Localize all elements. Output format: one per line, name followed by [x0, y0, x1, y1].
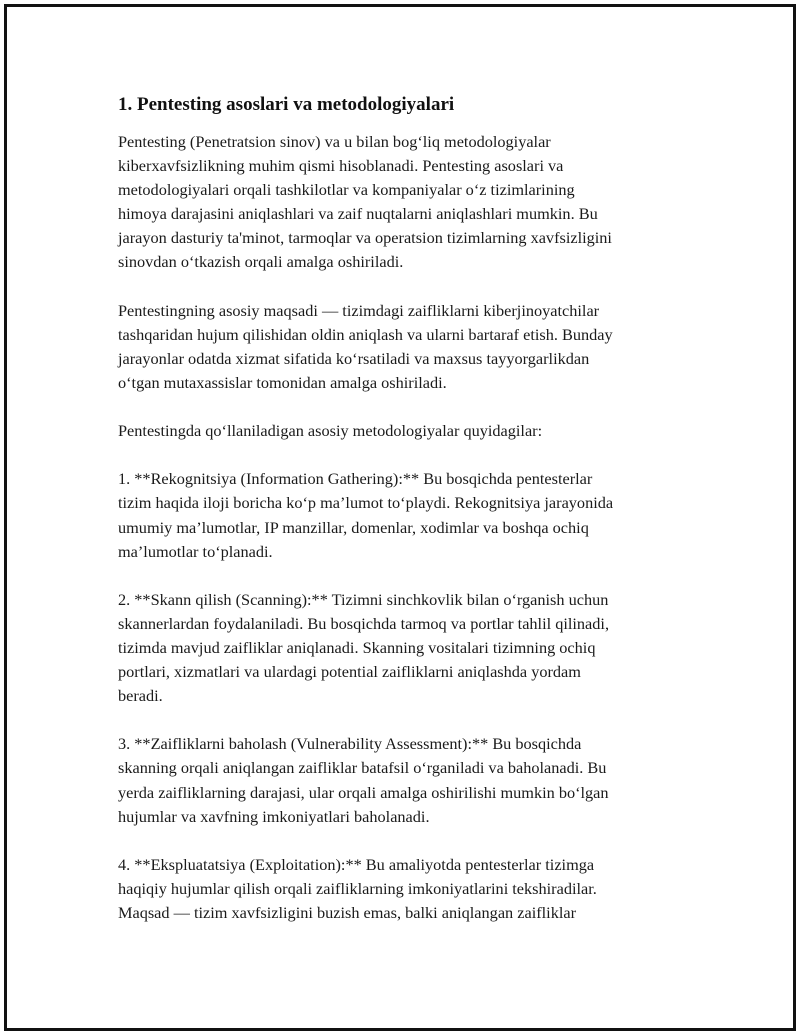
text-line: beradi. [118, 686, 163, 706]
paragraph [118, 732, 688, 828]
text-line: sinovdan o‘tkazish orqali amalga oshiriladi. [118, 252, 404, 272]
paragraph [118, 130, 688, 275]
text-line: himoya darajasini aniqlashlari va zaif nuqtalarni aniqlashlari mumkin. Bu [118, 204, 598, 224]
text-line: umumiy ma’lumotlar, IP manzillar, domenlar, xodimlar va boshqa ochiq [118, 517, 589, 537]
text-line: haqiqiy hujumlar qilish orqali zaifliklarning imkoniyatlarini tekshiradilar. [118, 878, 597, 898]
text-line: portlari, xizmatlari va ulardagi potential zaifliklarni aniqlashda yordam [118, 662, 581, 682]
paragraph [118, 853, 688, 925]
text-line: o‘tgan mutaxassislar tomonidan amalga oshiriladi. [118, 372, 447, 392]
text-line: metodologiyalari orqali tashkilotlar va kompaniyalar o‘z tizimlarining [118, 180, 575, 200]
paragraph [118, 419, 688, 443]
paragraph [118, 467, 688, 563]
text-line: skanning orqali aniqlangan zaifliklar batafsil o‘rganiladi va baholanadi. Bu [118, 758, 607, 778]
text-line: skannerlardan foydalaniladi. Bu bosqichda tarmoq va portlar tahlil qilinadi, [118, 613, 610, 633]
text-line: tashqaridan hujum qilishidan oldin aniqlash va ularni bartaraf etish. Bunday [118, 324, 613, 344]
text-line: 2. **Skann qilish (Scanning):** Tizimni sinchkovlik bilan o‘rganish uchun [118, 589, 609, 609]
text-line: Pentestingda qo‘llaniladigan asosiy metodologiyalar quyidagilar: [118, 421, 543, 441]
text-line: tizim haqida iloji boricha ko‘p ma’lumot to‘playdi. Rekognitsiya jarayonida [118, 493, 614, 513]
text-line: Pentesting (Penetratsion sinov) va u bilan bog‘liq metodologiyalar [118, 132, 551, 151]
text-line: hujumlar va xavfning imkoniyatlari baholanadi. [118, 806, 430, 826]
text-line: Pentestingning asosiy maqsadi — tizimdagi zaifliklarni kiberjinoyatchilar [118, 300, 600, 320]
text-line: yerda zaifliklarning darajasi, ular orqali amalga oshirilishi mumkin bo‘lgan [118, 782, 609, 802]
text-line: kiberxavfsizlikning muhim qismi hisoblanadi. Pentesting asoslari va [118, 156, 564, 176]
text-line: 1. **Rekognitsiya (Information Gathering):** Bu bosqichda pentesterlar [118, 469, 593, 489]
text-line: jarayon dasturiy ta'minot, tarmoqlar va operatsion tizimlarning xavfsizligini [118, 228, 612, 248]
text-line: Maqsad — tizim xavfsizligini buzish emas, balki aniqlangan zaifliklar [118, 903, 577, 922]
text-line: 3. **Zaifliklarni baholash (Vulnerability Assessment):** Bu bosqichda [118, 734, 582, 754]
text-line: jarayonlar odatda xizmat sifatida ko‘rsatiladi va maxsus tayyorgarlikdan [118, 348, 590, 368]
document-body [118, 92, 688, 949]
text-line: ma’lumotlar to‘planadi. [118, 541, 273, 561]
text-line: 4. **Ekspluatatsiya (Exploitation):** Bu amaliyotda pentesterlar tizimga [118, 854, 595, 874]
paragraph-list [118, 130, 688, 925]
paragraph [118, 588, 688, 708]
paragraph [118, 299, 688, 395]
text-line: tizimda mavjud zaifliklar aniqlanadi. Skanning vositalari tizimning ochiq [118, 637, 596, 657]
section-heading: 1. Pentesting asoslari va metodologiyalari [118, 94, 455, 115]
